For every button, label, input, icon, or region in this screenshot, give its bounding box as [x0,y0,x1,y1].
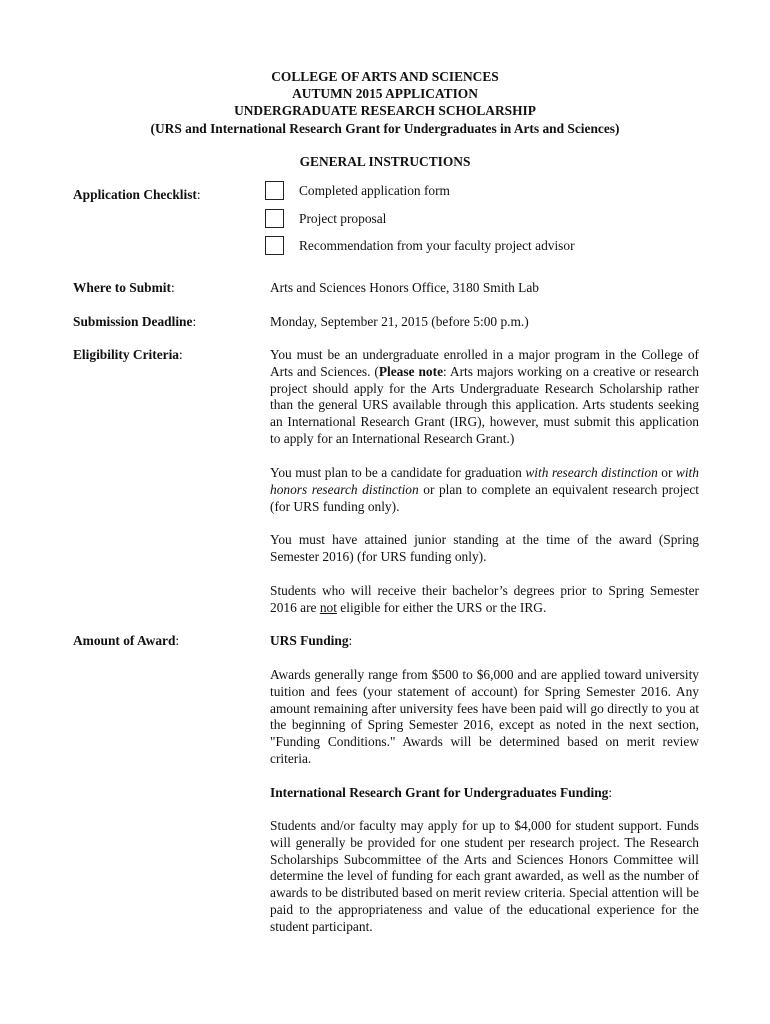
checkbox[interactable] [265,236,284,255]
document-header [0,69,770,138]
urs-funding-heading: URS Funding: [270,633,353,648]
header-college: COLLEGE OF ARTS AND SCIENCES [271,69,499,84]
where-label: Where to Submit: [73,280,175,295]
eligibility-paragraph-1: You must be an undergraduate enrolled in a major program in the College of Arts and Sciences. (Please note: Arts majors working on a creative or research project should apply for the Arts Undergraduate Research Scholarship rather than the general URS available through this application. Arts students seeking an International Research Grant (IRG), however, must submit this application to apply for an International Research Grant.) [270,347,700,446]
header-program: UNDERGRADUATE RESEARCH SCHOLARSHIP [234,103,536,119]
eligibility-label: Eligibility Criteria: [73,347,183,362]
checklist-item-label: Completed application form [299,183,450,198]
irg-funding-heading: International Research Grant for Undergraduates Funding: [270,785,613,800]
checkbox[interactable] [265,181,284,200]
header-subtitle: (URS and International Research Grant for Undergraduates in Arts and Sciences) [150,120,620,136]
checklist-item-label: Project proposal [299,211,387,226]
urs-funding-text: Awards generally range from $500 to $6,000 and are applied toward university tuition and fees (your statement of account) for Spring Semester 2016. Any amount remaining after university fees have been paid will go directly to you at the beginning of Spring Semester 2016, except as noted in the next section, "Funding Conditions." Awards will be determined based on merit review criteria. [270,667,699,766]
general-instructions-heading: GENERAL INSTRUCTIONS [299,154,471,169]
deadline-label: Submission Deadline: [73,314,197,329]
where-value: Arts and Sciences Honors Office, 3180 Smith Lab [270,280,540,295]
checkbox[interactable] [265,209,284,228]
award-label: Amount of Award: [73,633,180,648]
eligibility-paragraph-2: You must plan to be a candidate for graduation with research distinction or with honors research distinction or plan to complete an equivalent research project (for URS funding only). [270,465,699,514]
deadline-value: Monday, September 21, 2015 (before 5:00 p.m.) [270,314,529,329]
checklist-item-label: Recommendation from your faculty project advisor [299,238,575,253]
header-term: AUTUMN 2015 APPLICATION [292,86,478,102]
checklist-label: Application Checklist: [73,187,201,202]
irg-funding-text: Students and/or faculty may apply for up to $4,000 for student support. Funds will generally be provided for one student per research project. The Research Scholarships Subcommittee of the Arts and Sciences Honors Committee will determine the level of funding for each grant awarded, as well as the number of awards to be distributed based on merit review criteria. Special attention will be paid to the appropriateness and value of the educational experience for the student participant. [270,818,699,934]
eligibility-paragraph-3: You must have attained junior standing at the time of the award (Spring Semester 2016) (for URS funding only). [270,532,699,564]
eligibility-paragraph-4: Students who will receive their bachelor’s degrees prior to Spring Semester 2016 are not eligible for either the URS or the IRG. [270,583,699,615]
